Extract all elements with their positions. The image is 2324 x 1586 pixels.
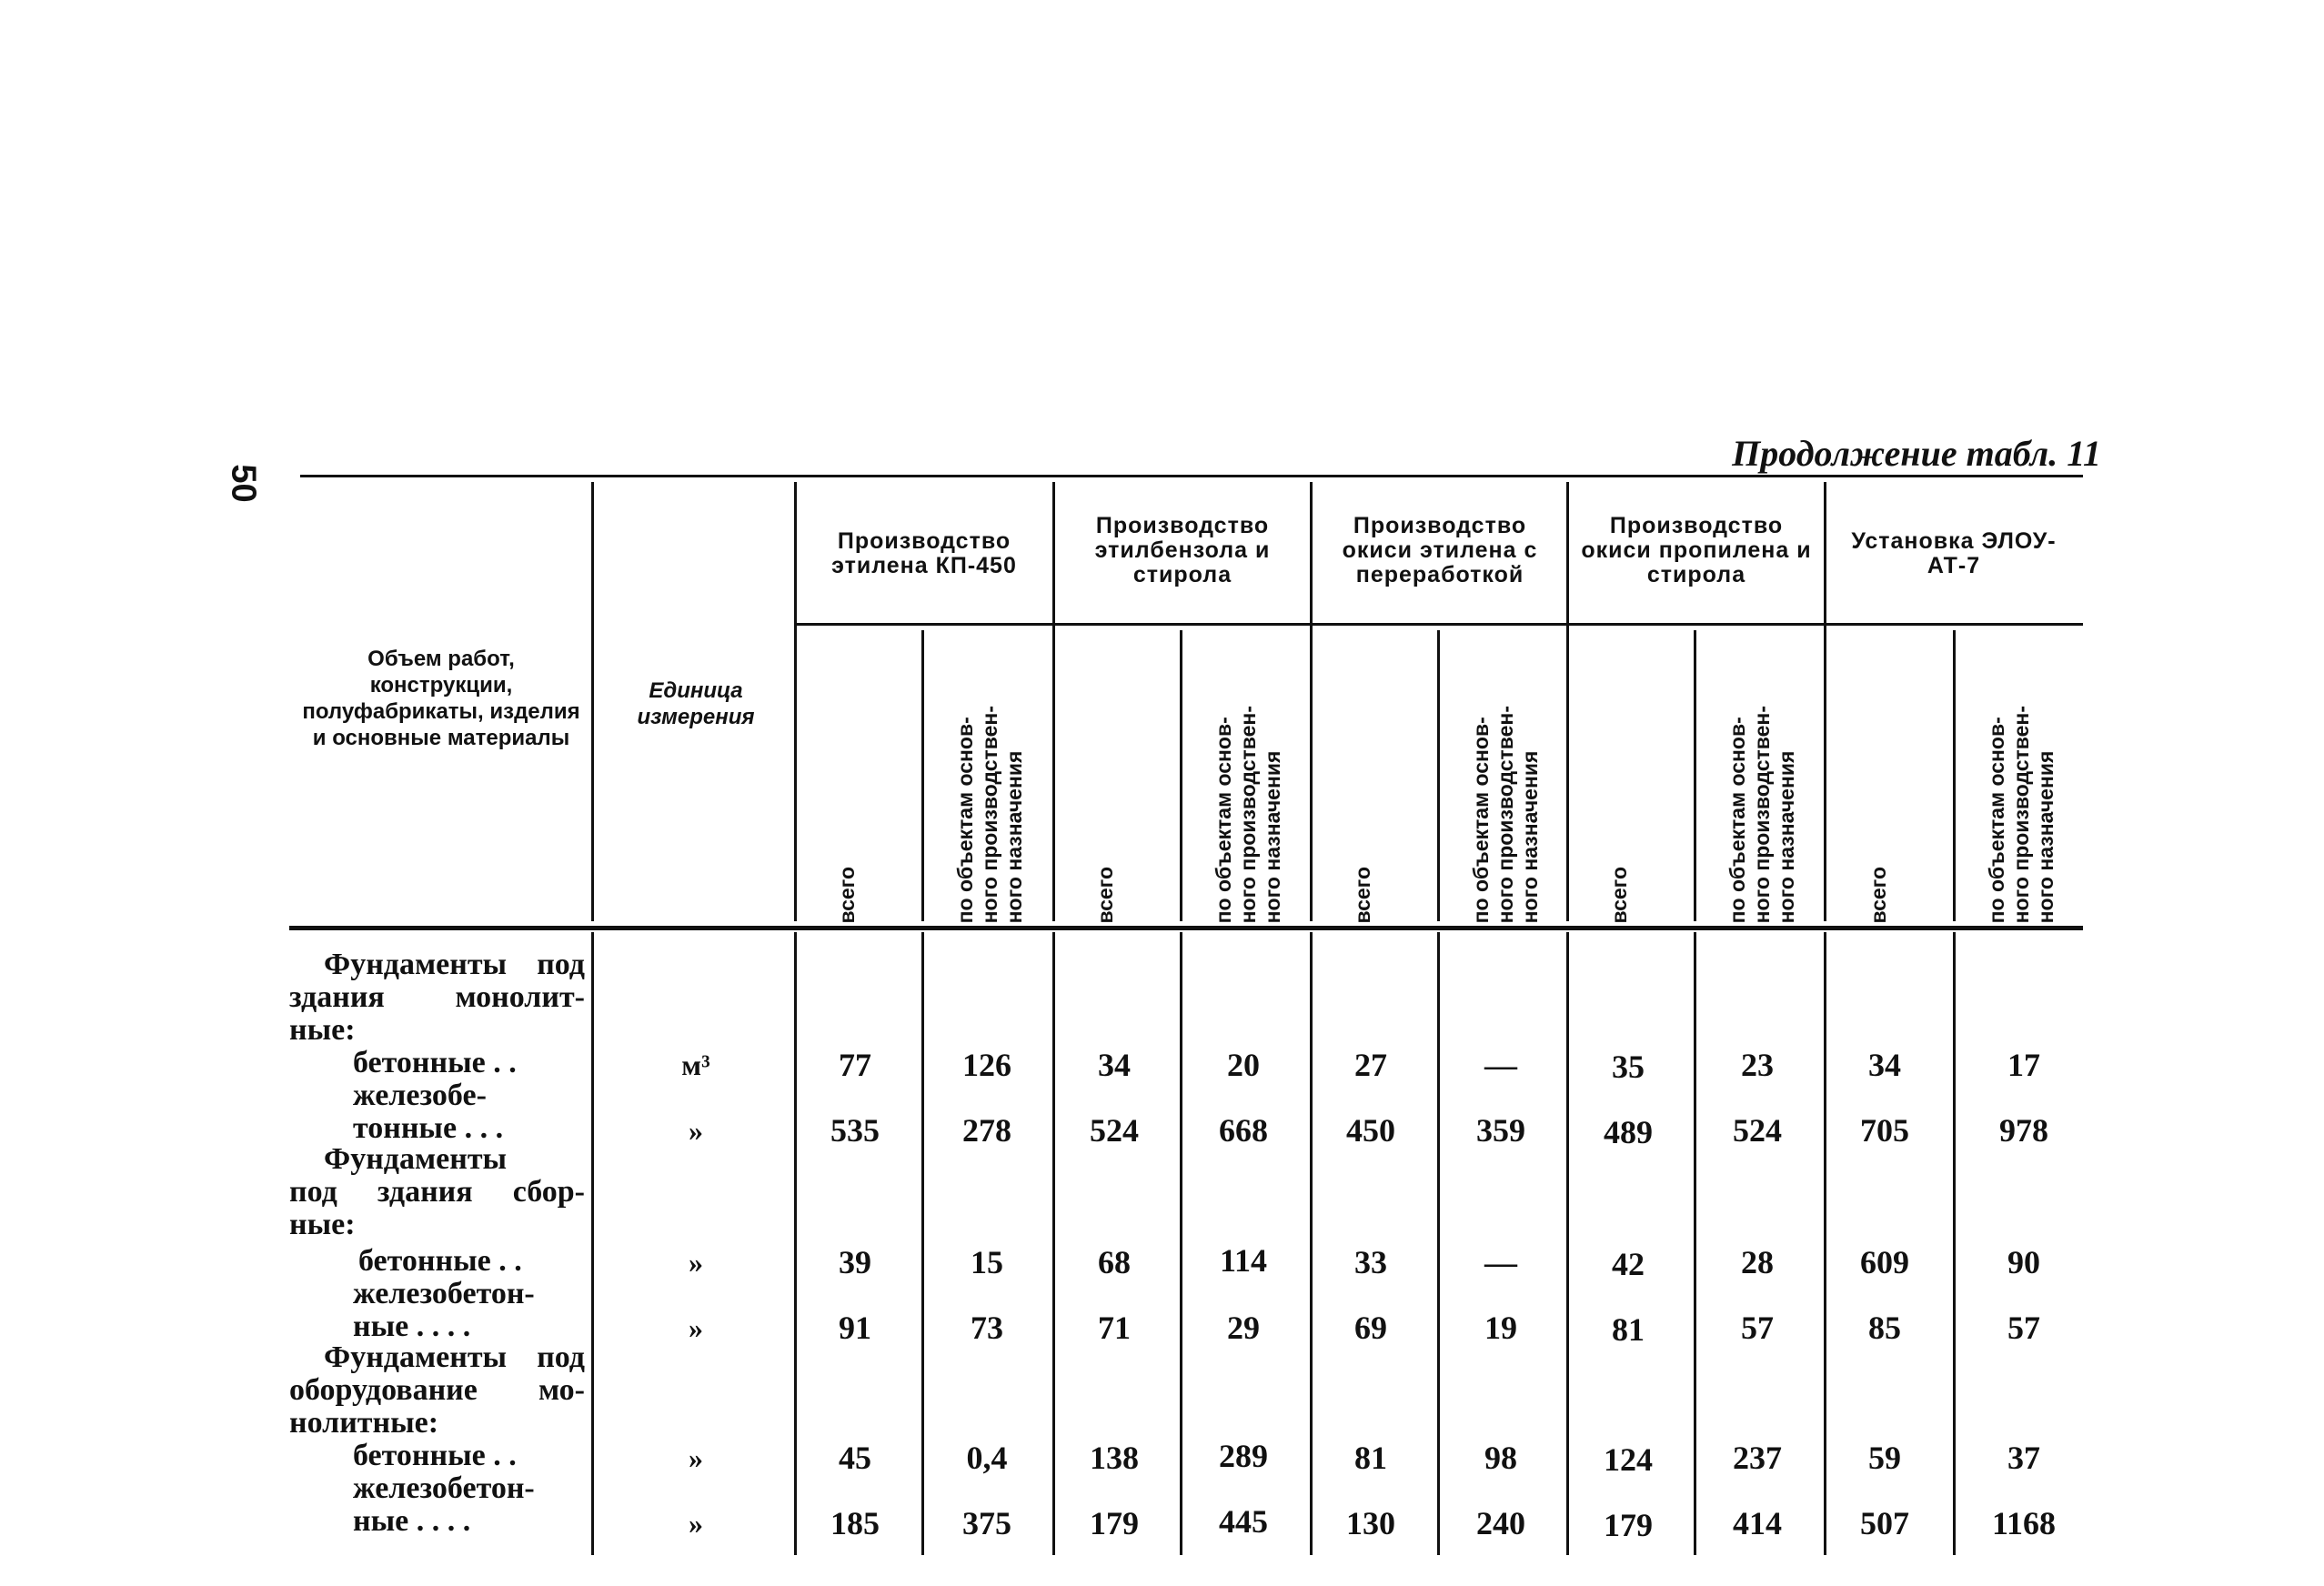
col-divider [1052, 932, 1055, 1555]
col-divider [1566, 932, 1569, 1555]
value-cell: 28 [1741, 1244, 1774, 1280]
value-cell: 289 [1219, 1438, 1268, 1474]
value-cell: 489 [1604, 1114, 1653, 1150]
value-cell: 20 [1227, 1047, 1260, 1083]
value-cell: 68 [1098, 1244, 1131, 1280]
subheader-main-objects: по объектам основ- ного производствен- ного назначения [1469, 705, 1542, 923]
value-cell: 524 [1090, 1112, 1139, 1149]
value-cell: 445 [1219, 1503, 1268, 1540]
section-title: Фундаменты под здания монолит- ные: [289, 948, 585, 1047]
section-title: Фундаменты под здания сбор- ные: [289, 1142, 585, 1241]
unit-cell: » [689, 1507, 703, 1540]
row-header: Объем работ, конструкции, полуфабрикаты, изделия и основные материалы [302, 647, 580, 750]
col-divider [1310, 932, 1313, 1555]
value-cell: 34 [1098, 1047, 1131, 1083]
value-cell: 81 [1354, 1440, 1387, 1476]
value-cell: 98 [1484, 1440, 1517, 1476]
value-cell: 57 [1741, 1310, 1774, 1346]
value-cell: 0,4 [966, 1440, 1008, 1476]
value-cell: 15 [971, 1244, 1003, 1280]
subheader-main-objects: по объектам основ- ного производствен- ного назначения [953, 705, 1026, 923]
col-divider [794, 932, 797, 1555]
value-cell: 359 [1476, 1112, 1525, 1149]
unit-cell: » [689, 1114, 703, 1147]
value-cell: 609 [1860, 1244, 1909, 1280]
value-cell: 34 [1868, 1047, 1901, 1083]
value-cell: 27 [1354, 1047, 1387, 1083]
subheader-total: всего [1093, 866, 1117, 923]
subheader-total: всего [835, 866, 859, 923]
value-cell: 29 [1227, 1310, 1260, 1346]
value-cell: 39 [839, 1244, 871, 1280]
value-cell: 185 [830, 1505, 880, 1541]
value-cell: 42 [1612, 1246, 1645, 1282]
value-cell: 668 [1219, 1112, 1268, 1149]
value-cell: 37 [2007, 1440, 2040, 1476]
sub-col-divider [1694, 630, 1696, 921]
value-cell: 59 [1868, 1440, 1901, 1476]
sub-col-divider [1180, 932, 1182, 1555]
value-cell: 114 [1219, 1242, 1267, 1279]
top-rule [300, 475, 2083, 477]
col-divider [1824, 482, 1826, 921]
value-cell: 57 [2007, 1310, 2040, 1346]
subheader-main-objects: по объектам основ- ного производствен- ного назначения [1725, 705, 1798, 923]
value-cell: 85 [1868, 1310, 1901, 1346]
section-title: Фундаменты под оборудование мо- нолитные: [289, 1340, 585, 1440]
group-title-ethylene-oxide: Производство окиси этилена с переработкой [1342, 513, 1538, 587]
subheader-total: всего [1351, 866, 1374, 923]
group-underline [796, 623, 2083, 626]
value-cell: 179 [1604, 1507, 1653, 1543]
col-divider [794, 482, 797, 921]
value-cell: 73 [971, 1310, 1003, 1346]
header-bottom-rule [289, 926, 2083, 930]
value-cell: 705 [1860, 1112, 1909, 1149]
col-divider [591, 482, 594, 921]
col-divider [1052, 482, 1055, 921]
group-title-ethylene: Производство этилена КП-450 [831, 528, 1017, 578]
subheader-total: всего [1607, 866, 1631, 923]
value-cell: 45 [839, 1440, 871, 1476]
subheader-main-objects: по объектам основ- ного производствен- ного назначения [1985, 705, 2057, 923]
value-cell: 524 [1733, 1112, 1782, 1149]
table-caption: Продолжение табл. 11 [1732, 433, 2101, 474]
sub-col-divider [1180, 630, 1182, 921]
value-cell: 124 [1604, 1441, 1653, 1478]
col-divider [1824, 932, 1826, 1555]
value-cell: 535 [830, 1112, 880, 1149]
value-cell: 240 [1476, 1505, 1525, 1541]
value-cell: 237 [1733, 1440, 1782, 1476]
subheader-main-objects: по объектам основ- ного производствен- ного назначения [1212, 705, 1284, 923]
group-title-ethylbenzene: Производство этилбензола и стирола [1094, 513, 1271, 587]
value-cell: 90 [2007, 1244, 2040, 1280]
unit-cell: » [689, 1441, 703, 1474]
page-number: 50 [224, 464, 263, 503]
row-label: железобе- тонные . . . [353, 1079, 504, 1145]
sub-col-divider [1694, 932, 1696, 1555]
unit-header: Единица измерения [637, 678, 755, 729]
unit-cell: м³ [681, 1049, 710, 1081]
row-label: бетонные . . [353, 1046, 517, 1079]
sub-col-divider [1953, 932, 1956, 1555]
sub-col-divider [1437, 630, 1440, 921]
value-cell: — [1484, 1244, 1517, 1280]
value-cell: 130 [1346, 1505, 1395, 1541]
value-cell: 278 [962, 1112, 1011, 1149]
value-cell: 77 [839, 1047, 871, 1083]
row-label: бетонные . . [358, 1244, 522, 1278]
value-cell: 450 [1346, 1112, 1395, 1149]
value-cell: 19 [1484, 1310, 1517, 1346]
value-cell: 414 [1733, 1505, 1782, 1541]
group-title-propylene-oxide: Производство окиси пропилена и стирола [1581, 513, 1812, 587]
value-cell: — [1484, 1047, 1517, 1083]
value-cell: 71 [1098, 1310, 1131, 1346]
value-cell: 81 [1612, 1311, 1645, 1348]
value-cell: 507 [1860, 1505, 1909, 1541]
sub-col-divider [921, 630, 924, 921]
col-divider [1310, 482, 1313, 921]
value-cell: 1168 [1991, 1505, 2056, 1541]
subheader-total: всего [1866, 866, 1890, 923]
unit-cell: » [689, 1311, 703, 1344]
value-cell: 69 [1354, 1310, 1387, 1346]
col-divider [1566, 482, 1569, 921]
value-cell: 138 [1090, 1440, 1139, 1476]
unit-cell: » [689, 1246, 703, 1279]
value-cell: 33 [1354, 1244, 1387, 1280]
sub-col-divider [1953, 630, 1956, 921]
value-cell: 179 [1090, 1505, 1139, 1541]
value-cell: 91 [839, 1310, 871, 1346]
row-label: железобетон- ные . . . . [353, 1277, 535, 1343]
value-cell: 35 [1612, 1049, 1645, 1085]
sub-col-divider [921, 932, 924, 1555]
row-label: железобетон- ные . . . . [353, 1471, 535, 1538]
value-cell: 23 [1741, 1047, 1774, 1083]
value-cell: 126 [962, 1047, 1011, 1083]
value-cell: 978 [1999, 1112, 2048, 1149]
row-label: бетонные . . [353, 1439, 517, 1472]
value-cell: 17 [2007, 1047, 2040, 1083]
group-title-elou: Установка ЭЛОУ-АТ-7 [1851, 528, 2057, 578]
sub-col-divider [1437, 932, 1440, 1555]
value-cell: 375 [962, 1505, 1011, 1541]
